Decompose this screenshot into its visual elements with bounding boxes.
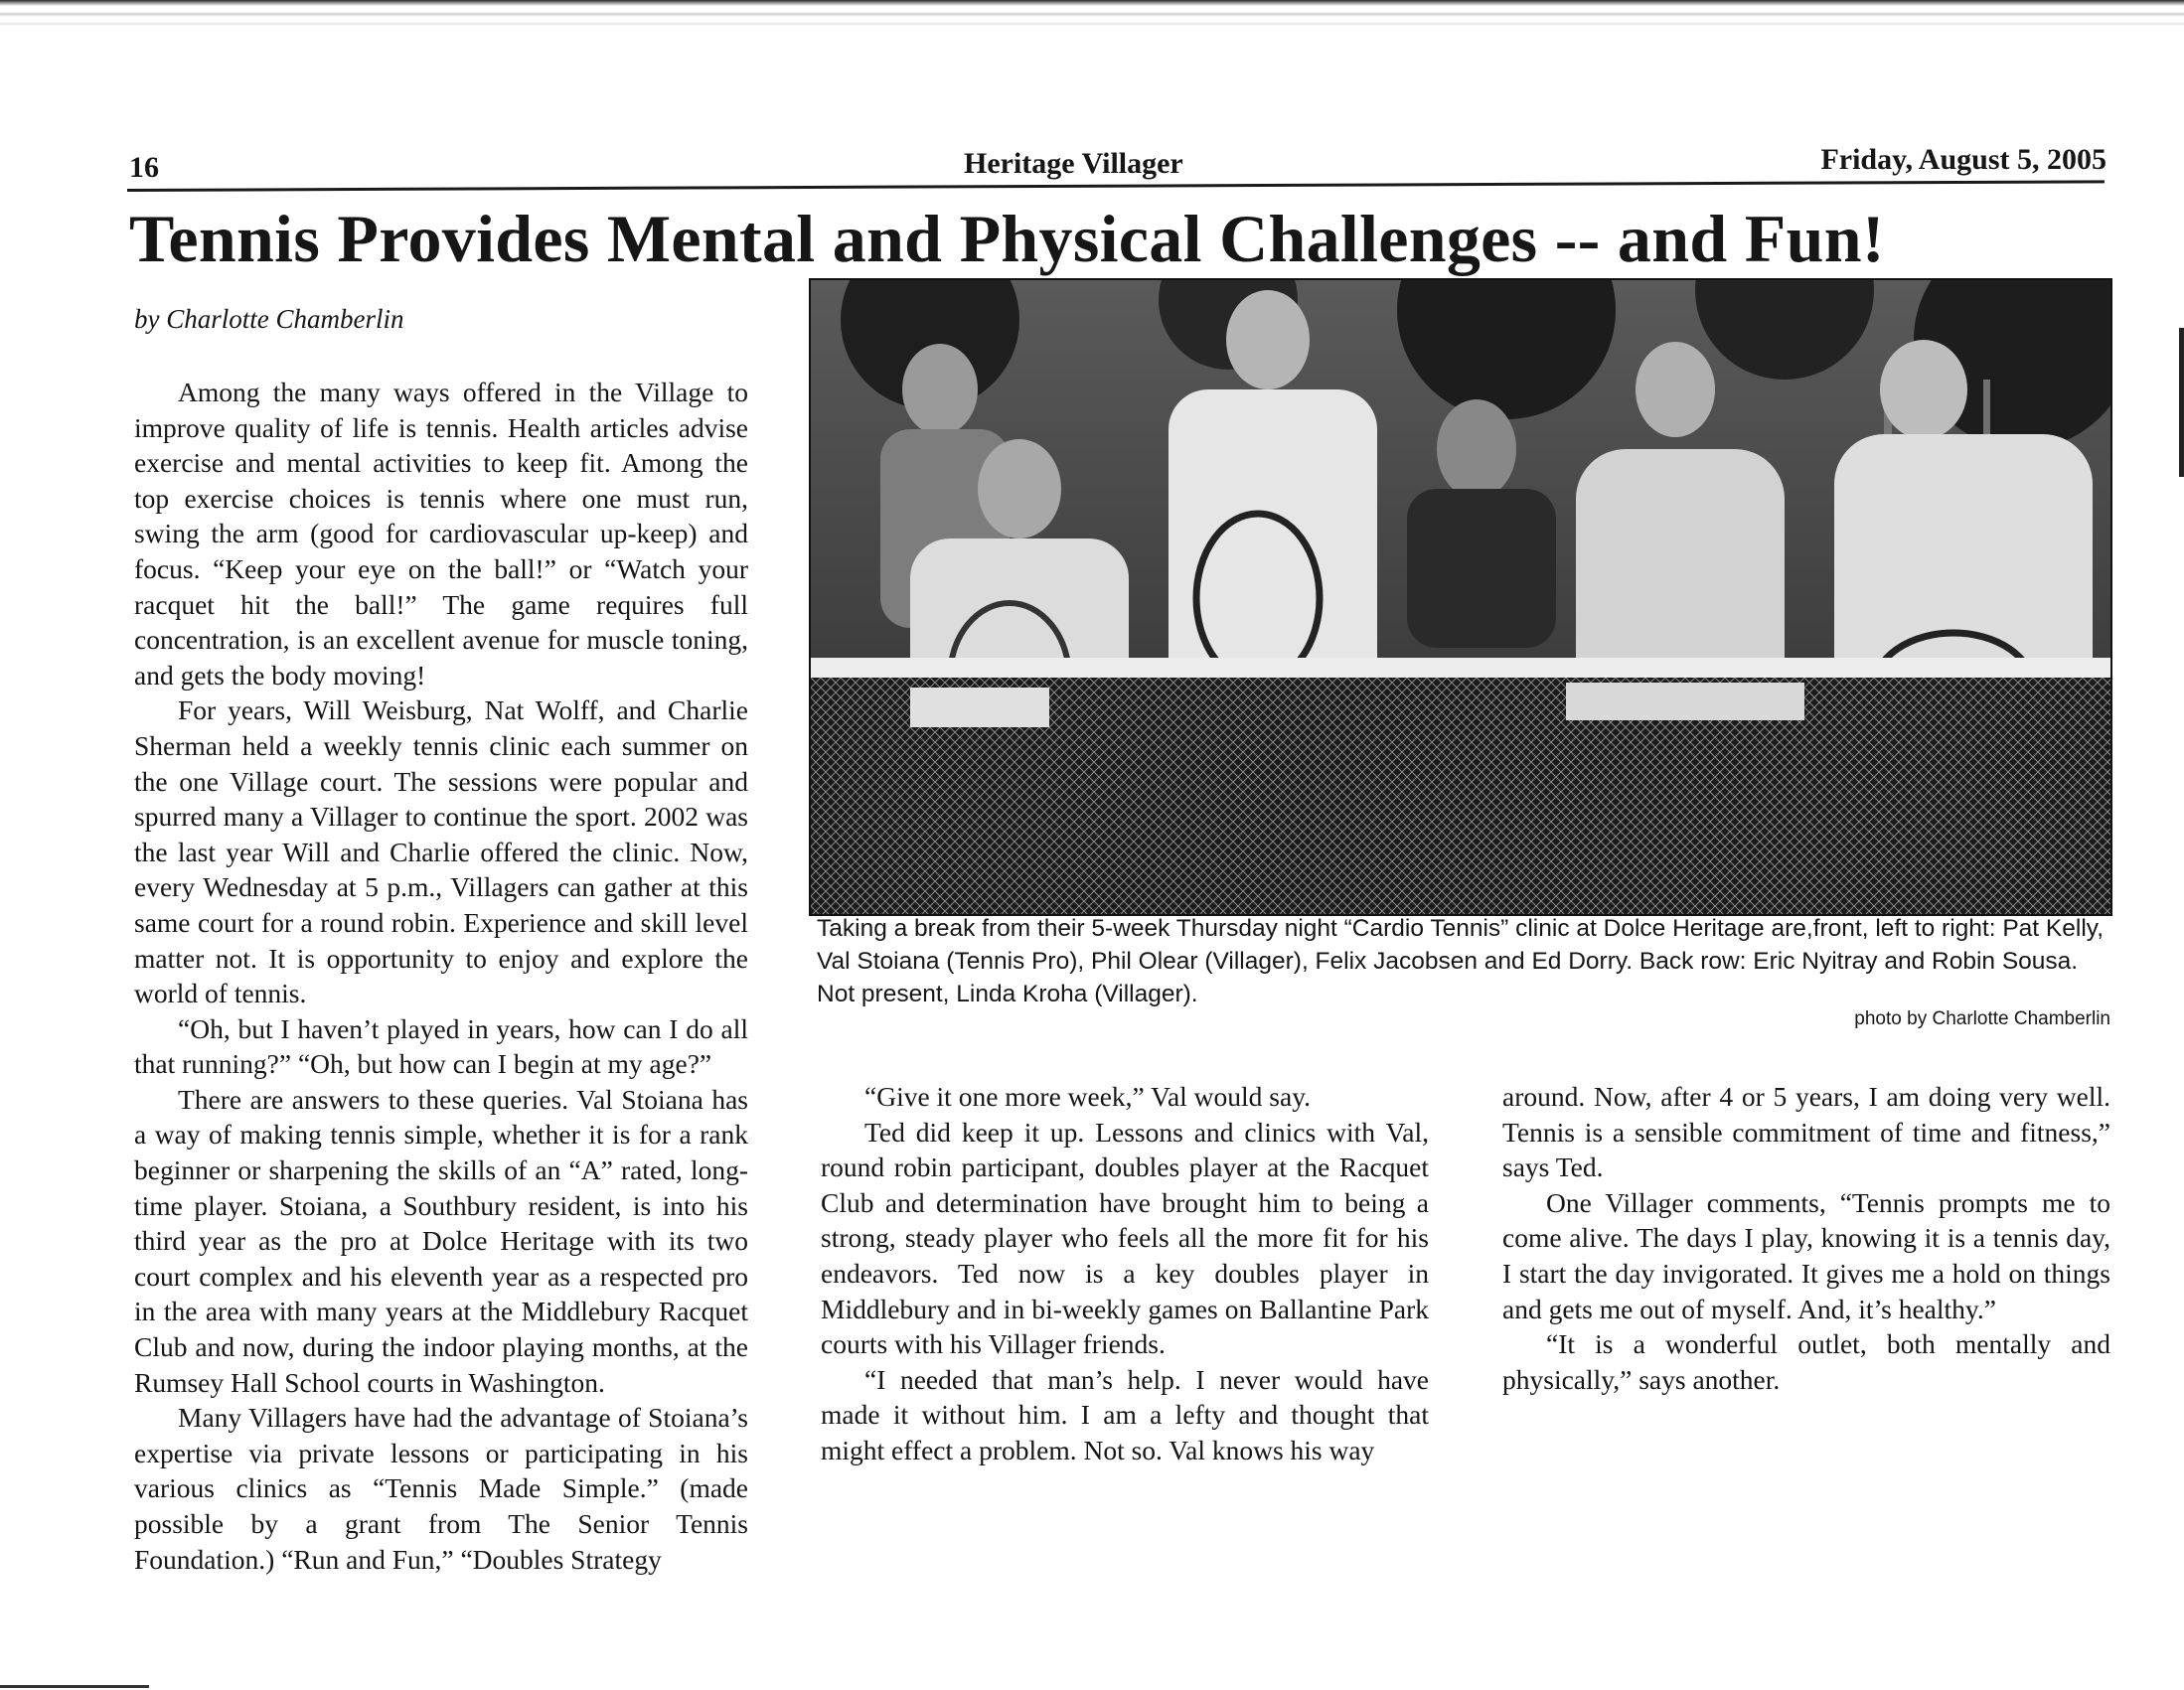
scan-edge-top (0, 0, 2184, 26)
paragraph: Among the many ways offered in the Village to improve quality of life is tennis. Health articles advise exercise and mental activities to keep fit. Among the top exercise choices is tennis where one must run, swing the arm (good for cardiovascular up-keep) and focus. “Keep your eye on the ball!” or “Watch your racquet hit the ball!” The game requires full concentration, is an excellent avenue for muscle toning, and gets the body moving! (134, 377, 748, 691)
paragraph: Ted did keep it up. Lessons and clinics with Val, round robin participant, doubles player at the Racquet Club and determination have brought him to being a strong, steady player who feels all the more fit for his endeavors. Ted now is a key doubles player in Middlebury and in bi-weekly games on Ballantine Park courts with his Villager friends. (821, 1116, 1429, 1360)
photo-credit: photo by Charlotte Chamberlin (1854, 1008, 2110, 1029)
article-column-2 (821, 1079, 1429, 1468)
photo-caption: Taking a break from their 5-week Thursday night “Cardio Tennis” clinic at Dolce Heritage are,front, left to right: Pat Kelly, Val Stoiana (Tennis Pro), Phil Olear (Villager), Felix Jacobsen and Ed Dorry. Back row: Eric Nyitray and Robin Sousa. Not present, Linda Kroha (Villager). (817, 915, 2105, 1007)
page-number: 16 (129, 151, 159, 184)
paragraph: around. Now, after 4 or 5 years, I am doing very well. Tennis is a sensible commitment of time and fitness,” says Ted. (1502, 1081, 2110, 1183)
paragraph: One Villager comments, “Tennis prompts me to come alive. The days I play, knowing it is a tennis day, I start the day invigorated. It gives me a hold on things and gets me out of myself. And, it’s healthy.” (1502, 1186, 2110, 1324)
publication-name: Heritage Villager (964, 147, 1183, 180)
headline: Tennis Provides Mental and Physical Challenges -- and Fun! (129, 201, 1885, 276)
tennis-group-photo (809, 278, 2112, 916)
paragraph: “I needed that man’s help. I never would have made it without him. I am a lefty and thought that might effect a problem. Not so. Val knows his way (821, 1363, 1429, 1465)
scan-edge-right (2179, 328, 2184, 477)
article-column-3 (1502, 1079, 2110, 1397)
article-column-1 (134, 375, 748, 1577)
paragraph: There are answers to these queries. Val Stoiana has a way of making tennis simple, whether it is for a rank beginner or sharpening the skills of an “A” rated, long-time player. Stoiana, a Southbury resident, is into his third year as the pro at Dolce Heritage with its two court complex and his eleventh year as a respected pro in the area with many years at the Middlebury Racquet Club and now, during the indoor playing months, at the Rumsey Hall School courts in Washington. (134, 1083, 748, 1398)
byline: by Charlotte Chamberlin (134, 304, 404, 334)
paragraph: For years, Will Weisburg, Nat Wolff, and Charlie Sherman held a weekly tennis clinic each summer on the one Village court. The sessions were popular and spurred many a Villager to continue the sport. 2002 was the last year Will and Charlie offered the clinic. Now, every Wednesday at 5 p.m., Villagers can gather at this same court for a round robin. Experience and skill level matter not. It is opportunity to enjoy and explore the world of tennis. (134, 694, 748, 1009)
publication-date: Friday, August 5, 2005 (1820, 143, 2106, 176)
paragraph: Many Villagers have had the advantage of Stoiana’s expertise via private lessons or participating in his various clinics as “Tennis Made Simple.” (made possible by a grant from The Senior Tennis Foundation.) “Run and Fun,” “Doubles Strategy (134, 1402, 748, 1575)
paragraph: “It is a wonderful outlet, both mentally and physically,” says another. (1502, 1328, 2110, 1395)
scan-edge-bottom (0, 1685, 149, 1688)
paragraph: “Give it one more week,” Val would say. (864, 1081, 1312, 1112)
paragraph: “Oh, but I haven’t played in years, how can I do all that running?” “Oh, but how can I begin at my age?” (134, 1012, 748, 1080)
